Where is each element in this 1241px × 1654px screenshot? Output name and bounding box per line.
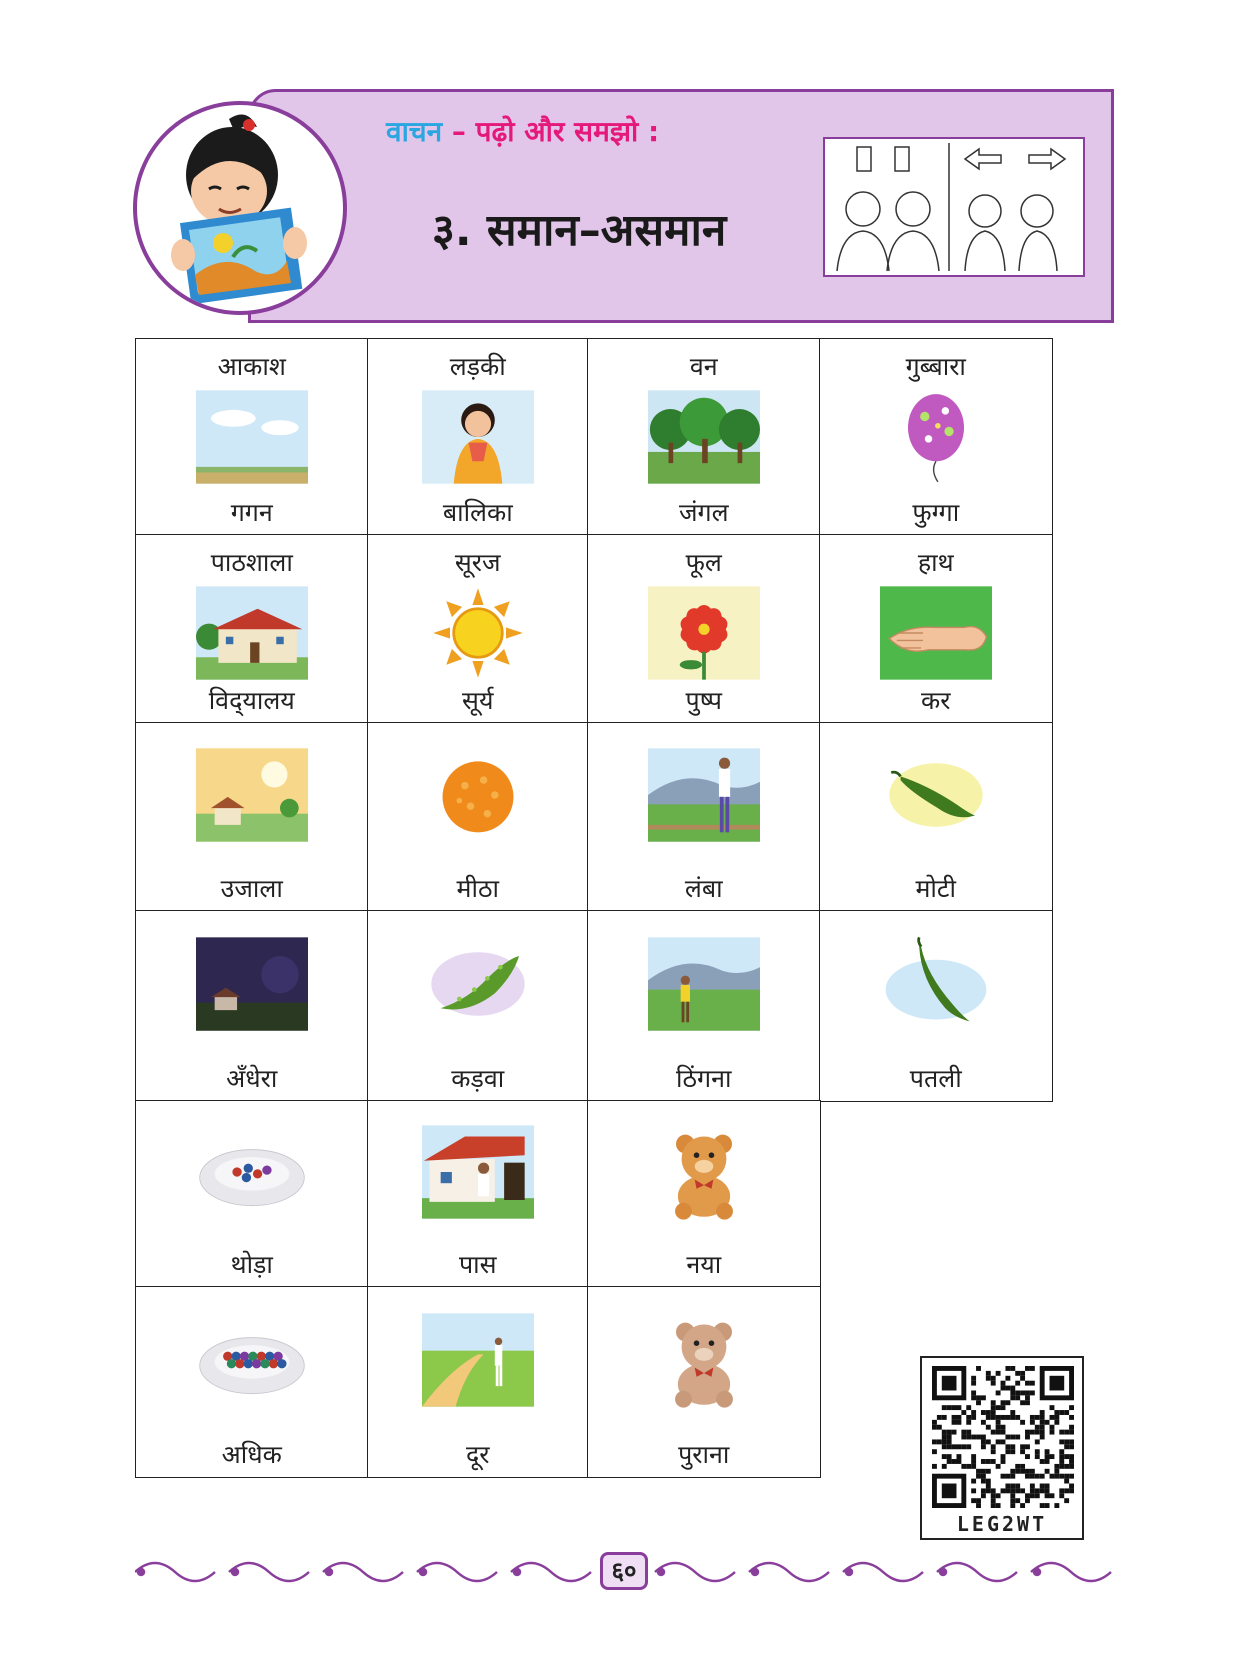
night-icon bbox=[196, 934, 308, 1034]
word-card bbox=[819, 722, 1053, 912]
word-card bbox=[135, 722, 369, 912]
word-bottom: अधिक bbox=[221, 1439, 282, 1469]
qr-box[interactable] bbox=[920, 1356, 1084, 1540]
old-teddy-icon bbox=[648, 1310, 760, 1410]
near-house-icon bbox=[422, 1122, 534, 1222]
girl-icon bbox=[422, 387, 534, 487]
word-bottom: सूर्य bbox=[462, 685, 494, 715]
word-bottom: विद्‌यालय bbox=[208, 685, 295, 715]
section-label-reading: वाचन bbox=[386, 115, 443, 148]
word-card bbox=[819, 338, 1053, 536]
word-top: वन bbox=[689, 352, 718, 381]
daylight-icon bbox=[196, 745, 308, 845]
word-bottom: पतली bbox=[909, 1063, 962, 1093]
bitter-gourd-icon bbox=[422, 934, 534, 1034]
short-man-icon bbox=[648, 934, 760, 1034]
word-bottom: कर bbox=[921, 685, 951, 715]
children-comparison-icon bbox=[825, 139, 1083, 275]
word-top: पाठशाला bbox=[210, 548, 293, 577]
hand-icon bbox=[880, 583, 992, 683]
word-bottom: मीठा bbox=[456, 873, 499, 903]
page-number: ६० bbox=[600, 1552, 648, 1590]
far-road-icon bbox=[422, 1310, 534, 1410]
word-card bbox=[135, 1100, 369, 1288]
word-card bbox=[135, 534, 369, 724]
word-bottom: दूर bbox=[465, 1439, 490, 1469]
forest-icon bbox=[648, 387, 760, 487]
word-bottom: थोड़ा bbox=[230, 1249, 273, 1279]
word-card bbox=[587, 534, 821, 724]
school-icon bbox=[196, 583, 308, 683]
sky-icon bbox=[196, 387, 308, 487]
word-card bbox=[587, 722, 821, 912]
word-top: हाथ bbox=[917, 548, 954, 577]
word-bottom: फुग्गा bbox=[912, 497, 960, 527]
word-bottom: उजाला bbox=[220, 873, 283, 903]
word-bottom: पुष्प bbox=[685, 685, 722, 715]
word-bottom: पास bbox=[458, 1249, 497, 1279]
flower-icon bbox=[648, 583, 760, 683]
thin-chilli-icon bbox=[880, 934, 992, 1034]
word-card bbox=[587, 910, 821, 1102]
few-marbles-icon bbox=[196, 1122, 308, 1222]
word-card bbox=[135, 338, 369, 536]
laddu-icon bbox=[422, 745, 534, 845]
reading-child-avatar bbox=[133, 101, 347, 315]
new-teddy-icon bbox=[648, 1122, 760, 1222]
word-bottom: अँधेरा bbox=[226, 1063, 278, 1093]
sun-icon bbox=[422, 583, 534, 683]
word-bottom: बालिका bbox=[442, 497, 513, 527]
word-card bbox=[587, 1100, 821, 1288]
word-card bbox=[367, 1100, 589, 1288]
word-bottom: जंगल bbox=[678, 497, 729, 527]
balloon-icon bbox=[880, 387, 992, 487]
word-card bbox=[367, 534, 589, 724]
word-bottom: ठिंगना bbox=[676, 1063, 732, 1093]
word-card bbox=[367, 1286, 589, 1478]
word-bottom: गगन bbox=[230, 497, 273, 527]
word-card bbox=[367, 722, 589, 912]
word-bottom: लंबा bbox=[684, 873, 723, 903]
qr-code-icon bbox=[932, 1366, 1074, 1508]
section-label-dash: – bbox=[451, 115, 466, 148]
word-card bbox=[819, 910, 1053, 1102]
word-card bbox=[367, 338, 589, 536]
section-label-instruction: पढ़ो और समझो : bbox=[475, 115, 660, 148]
section-label bbox=[386, 112, 659, 150]
thick-chilli-icon bbox=[880, 745, 992, 845]
word-card bbox=[135, 1286, 369, 1478]
word-card bbox=[819, 534, 1053, 724]
word-bottom: कड़वा bbox=[451, 1063, 505, 1093]
word-card bbox=[587, 1286, 821, 1478]
many-marbles-icon bbox=[196, 1310, 308, 1410]
word-top: सूरज bbox=[454, 548, 501, 577]
tall-man-icon bbox=[648, 745, 760, 845]
word-bottom: मोटी bbox=[915, 873, 956, 903]
word-top: आकाश bbox=[217, 352, 286, 381]
same-different-illustration bbox=[823, 137, 1085, 277]
word-top: फूल bbox=[685, 548, 722, 577]
child-reading-icon bbox=[137, 105, 343, 311]
word-card bbox=[135, 910, 369, 1102]
word-card bbox=[367, 910, 589, 1102]
word-top: लड़की bbox=[449, 352, 506, 381]
word-top: गुब्बारा bbox=[905, 352, 966, 381]
word-card bbox=[587, 338, 821, 536]
word-bottom: नया bbox=[686, 1249, 722, 1279]
qr-code-label: LEG2WT bbox=[956, 1512, 1048, 1536]
word-bottom: पुराना bbox=[678, 1439, 730, 1469]
lesson-title: ३. समान–असमान bbox=[432, 205, 727, 256]
